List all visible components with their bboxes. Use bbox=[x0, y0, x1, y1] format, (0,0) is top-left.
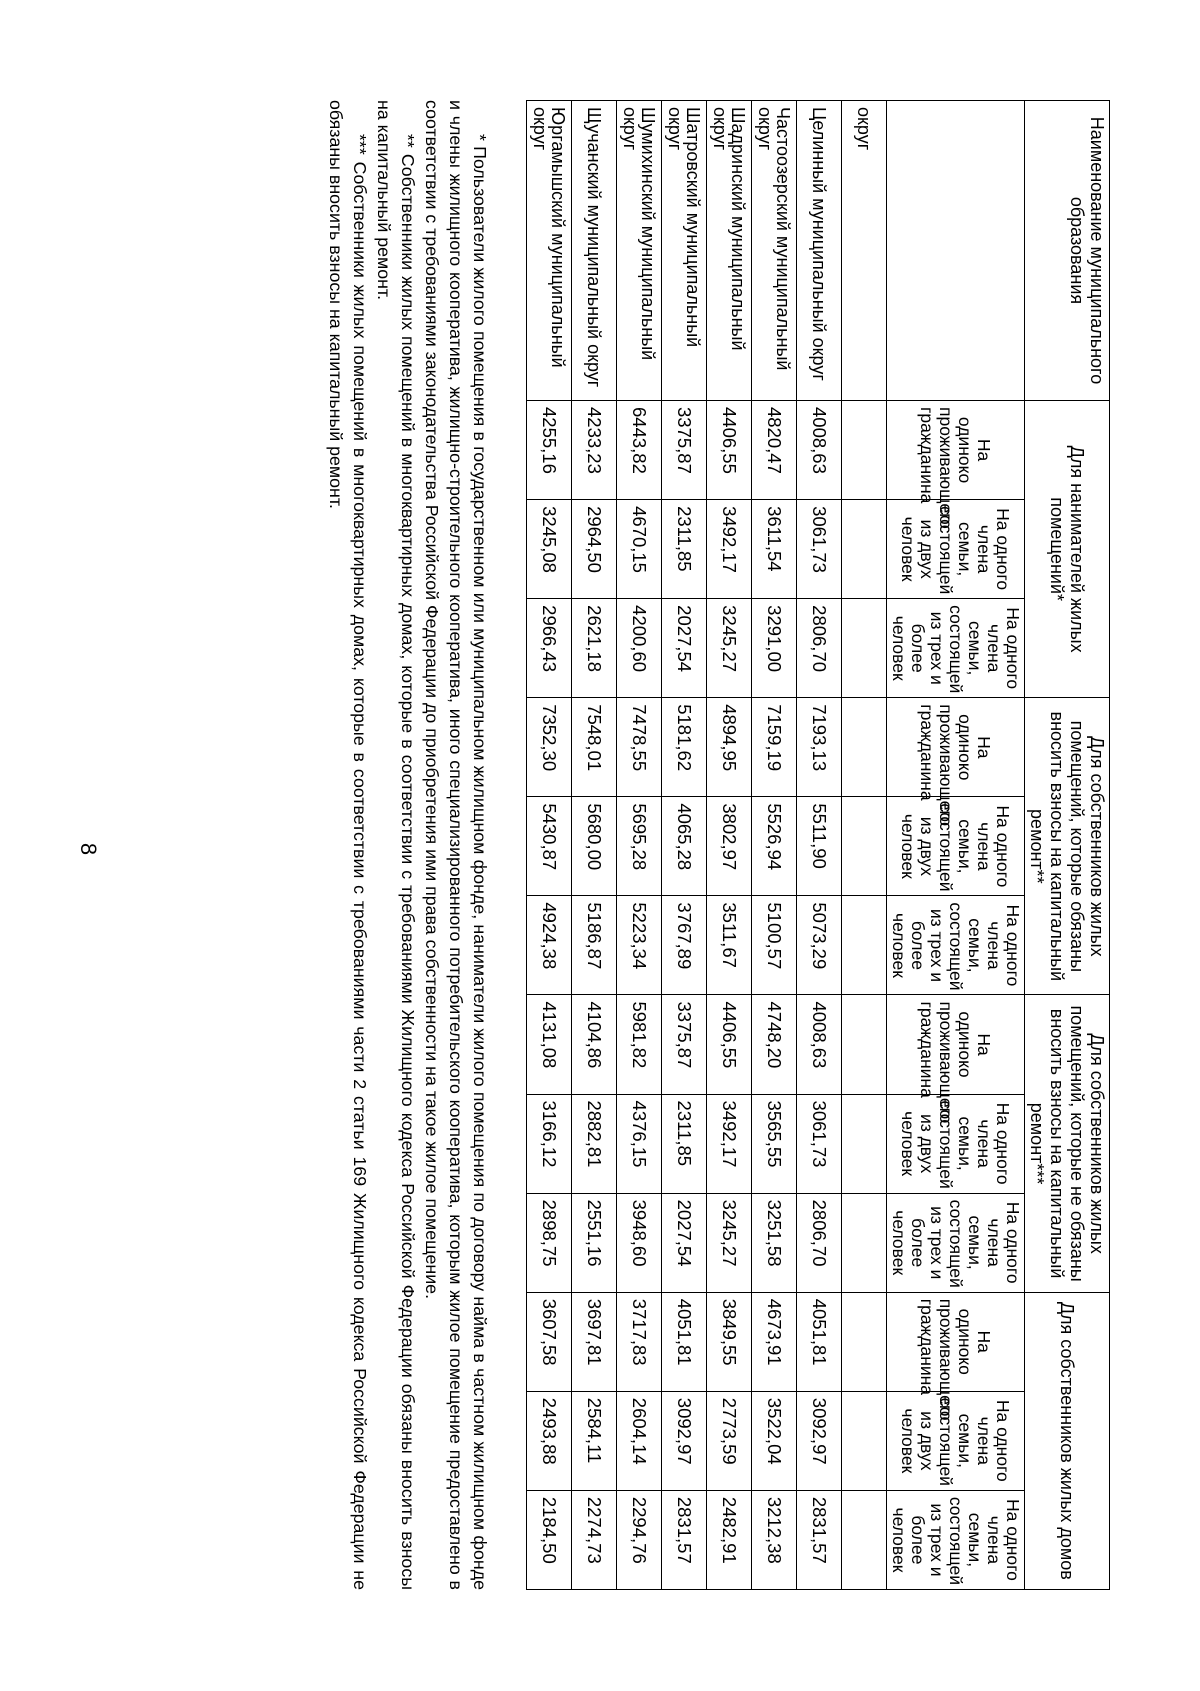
table-cell: 2493,88 bbox=[527, 1391, 572, 1490]
table-row-continued bbox=[842, 101, 887, 1590]
table-cell: 4673,91 bbox=[752, 1292, 797, 1391]
page-number: 8 bbox=[76, 842, 102, 856]
footnotes bbox=[324, 100, 492, 1590]
footnote-2: ** Собственники жилых помещений в многоквартирных домах, которые в соответствии с требованиями Жилищного кодекса Российской Федерации обязаны вносить взносы на капитальный ремонт. bbox=[374, 100, 418, 1590]
subheader-two: На одного члена семьи, состоящей из двух человек bbox=[887, 1094, 1025, 1193]
table-cell: 2184,50 bbox=[527, 1490, 572, 1589]
table-cell: 3717,83 bbox=[617, 1292, 662, 1391]
table-cell: 5695,28 bbox=[617, 797, 662, 896]
subheader-single: На одиноко проживающего гражданина bbox=[887, 1292, 1025, 1391]
row-name: Шадринский муниципальный округ bbox=[707, 101, 752, 401]
row-name: Юргамышский муниципальный округ bbox=[527, 101, 572, 401]
footnote-3: *** Собственники жилых помещений в многоквартирных домах, которые в соответствии с требованиями части 2 статьи 169 Жилищного кодекса Российской Федерации не обязаны вносить взносы на капитальный ремонт. bbox=[326, 100, 370, 1590]
table-cell: 3245,27 bbox=[707, 599, 752, 698]
table-cell: 5223,34 bbox=[617, 896, 662, 995]
table-cell: 4406,55 bbox=[707, 995, 752, 1094]
table-cell: 2584,11 bbox=[572, 1391, 617, 1490]
table-cell: 3522,04 bbox=[752, 1391, 797, 1490]
table-cell: 4008,63 bbox=[797, 401, 842, 500]
table-cell: 2898,75 bbox=[527, 1193, 572, 1292]
subheader-three: На одного члена семьи, состоящей из трех и более человек bbox=[887, 599, 1025, 698]
table-cell: 3849,55 bbox=[707, 1292, 752, 1391]
footnote-1: * Пользователи жилого помещения в государственном или муниципальном жилищном фонде, наниматели жилого помещения по договору найма в частном жилищном фонде и члены жилищного кооператива, жилищно-строительного кооператива, иного специализированного потребительского кооператива, которым жилое помещение предоставлено в соответствии с требованиями законодательства Российской Федерации до приобретения ими права собственности на такое жилое помещение. bbox=[422, 100, 490, 1590]
table-cell: 5511,90 bbox=[797, 797, 842, 896]
table-cell: 3948,60 bbox=[617, 1193, 662, 1292]
table-cell: 5181,62 bbox=[662, 698, 707, 797]
table-row bbox=[707, 101, 752, 1590]
table-cell: 7193,13 bbox=[797, 698, 842, 797]
table-cell: 2964,50 bbox=[572, 500, 617, 599]
table-cell: 4924,38 bbox=[527, 896, 572, 995]
table-cell: 2773,59 bbox=[707, 1391, 752, 1490]
header-empty bbox=[887, 101, 1025, 401]
table-cell: 2831,57 bbox=[662, 1490, 707, 1589]
table-cell: 4255,16 bbox=[527, 401, 572, 500]
subsistence-table bbox=[526, 100, 1110, 1590]
subheader-single: На одиноко проживающего гражданина bbox=[887, 401, 1025, 500]
table-cell: 2294,76 bbox=[617, 1490, 662, 1589]
table-cell: 4131,08 bbox=[527, 995, 572, 1094]
table-row bbox=[617, 101, 662, 1590]
subheader-single: На одиноко проживающего гражданина bbox=[887, 995, 1025, 1094]
table-cell: 3092,97 bbox=[797, 1391, 842, 1490]
table-cell: 2966,43 bbox=[527, 599, 572, 698]
table-cell: 3251,58 bbox=[752, 1193, 797, 1292]
subheader-two: На одного члена семьи, состоящей из двух человек bbox=[887, 797, 1025, 896]
table-cell: 5100,57 bbox=[752, 896, 797, 995]
table-cell: 4748,20 bbox=[752, 995, 797, 1094]
table-cell: 2551,16 bbox=[572, 1193, 617, 1292]
table-row bbox=[662, 101, 707, 1590]
table-cell: 3245,27 bbox=[707, 1193, 752, 1292]
table-cell: 2831,57 bbox=[797, 1490, 842, 1589]
table-cell: 2482,91 bbox=[707, 1490, 752, 1589]
table-cell: 2604,14 bbox=[617, 1391, 662, 1490]
subheader-three: На одного члена семьи, состоящей из трех и более человек bbox=[887, 896, 1025, 995]
table-cell: 3611,54 bbox=[752, 500, 797, 599]
table-cell: 3375,87 bbox=[662, 995, 707, 1094]
table-cell: 2311,85 bbox=[662, 500, 707, 599]
table-cell: 3492,17 bbox=[707, 500, 752, 599]
table-cell: 3212,38 bbox=[752, 1490, 797, 1589]
table-cell: 3565,55 bbox=[752, 1094, 797, 1193]
row-name: Щучанский муниципальный округ bbox=[572, 101, 617, 401]
table-row bbox=[752, 101, 797, 1590]
table-cell: 3767,89 bbox=[662, 896, 707, 995]
table-cell: 5073,29 bbox=[797, 896, 842, 995]
table-cell: 4008,63 bbox=[797, 995, 842, 1094]
table-cell: 2311,85 bbox=[662, 1094, 707, 1193]
table-cell: 3511,67 bbox=[707, 896, 752, 995]
table-cell: 2027,54 bbox=[662, 599, 707, 698]
table-cell: 5430,87 bbox=[527, 797, 572, 896]
row-name: Шумихинский муниципальный округ bbox=[617, 101, 662, 401]
header-group-owners-obliged: Для собственников жилых помещений, которые обязаны вносить взносы на капитальный ремонт** bbox=[1025, 698, 1110, 995]
table-cell: 4376,15 bbox=[617, 1094, 662, 1193]
table-cell: 2806,70 bbox=[797, 1193, 842, 1292]
subheader-single: На одиноко проживающего гражданина bbox=[887, 698, 1025, 797]
table-cell: 6443,82 bbox=[617, 401, 662, 500]
table-cell: 3166,12 bbox=[527, 1094, 572, 1193]
header-municipality: Наименование муниципального образования bbox=[1025, 101, 1110, 401]
table-cell: 2806,70 bbox=[797, 599, 842, 698]
subheader-two: На одного члена семьи, состоящей из двух человек bbox=[887, 500, 1025, 599]
table-cell: 4820,47 bbox=[752, 401, 797, 500]
row-name: Целинный муниципальный округ bbox=[797, 101, 842, 401]
row-name: Шатровский муниципальный округ bbox=[662, 101, 707, 401]
table-cell: 5526,94 bbox=[752, 797, 797, 896]
table-row bbox=[797, 101, 842, 1590]
subheader-two: На одного члена семьи, состоящей из двух человек bbox=[887, 1391, 1025, 1490]
table-cell: 3092,97 bbox=[662, 1391, 707, 1490]
table-cell: 2027,54 bbox=[662, 1193, 707, 1292]
table-cell: 3291,00 bbox=[752, 599, 797, 698]
table-cell: 7478,55 bbox=[617, 698, 662, 797]
header-group-house-owners: Для собственников жилых домов bbox=[1025, 1292, 1110, 1589]
table-cell: 4065,28 bbox=[662, 797, 707, 896]
table-cell: 4233,23 bbox=[572, 401, 617, 500]
table-cell: 3492,17 bbox=[707, 1094, 752, 1193]
table-cell: 7159,19 bbox=[752, 698, 797, 797]
table-cell: 4894,95 bbox=[707, 698, 752, 797]
row-name: округ bbox=[842, 101, 887, 401]
table-cell: 4670,15 bbox=[617, 500, 662, 599]
header-group-tenants: Для нанимателей жилых помещений* bbox=[1025, 401, 1110, 698]
table-cell: 2274,73 bbox=[572, 1490, 617, 1589]
table-cell: 3607,58 bbox=[527, 1292, 572, 1391]
subheader-three: На одного члена семьи, состоящей из трех и более человек bbox=[887, 1490, 1025, 1589]
row-name: Частоозерский муниципальный округ bbox=[752, 101, 797, 401]
table-cell: 3697,81 bbox=[572, 1292, 617, 1391]
table-cell: 4051,81 bbox=[797, 1292, 842, 1391]
table-cell: 5680,00 bbox=[572, 797, 617, 896]
rotated-page-content bbox=[100, 100, 1110, 1590]
table-cell: 4406,55 bbox=[707, 401, 752, 500]
table-cell: 3802,97 bbox=[707, 797, 752, 896]
table-cell: 3245,08 bbox=[527, 500, 572, 599]
table-row bbox=[527, 101, 572, 1590]
subheader-three: На одного члена семьи, состоящей из трех и более человек bbox=[887, 1193, 1025, 1292]
table-cell: 5186,87 bbox=[572, 896, 617, 995]
table-cell: 3375,87 bbox=[662, 401, 707, 500]
table-cell: 5981,82 bbox=[617, 995, 662, 1094]
table-cell: 3061,73 bbox=[797, 1094, 842, 1193]
table-body bbox=[527, 101, 887, 1590]
table-cell: 4051,81 bbox=[662, 1292, 707, 1391]
table-cell: 7352,30 bbox=[527, 698, 572, 797]
header-group-owners-not-obliged: Для собственников жилых помещений, которые не обязаны вносить взносы на капитальный ремонт*** bbox=[1025, 995, 1110, 1292]
table-cell: 7548,01 bbox=[572, 698, 617, 797]
table-cell: 4104,86 bbox=[572, 995, 617, 1094]
table-cell: 2621,18 bbox=[572, 599, 617, 698]
table-cell: 4200,60 bbox=[617, 599, 662, 698]
table-cell: 2882,81 bbox=[572, 1094, 617, 1193]
table-cell: 3061,73 bbox=[797, 500, 842, 599]
table-row bbox=[572, 101, 617, 1590]
